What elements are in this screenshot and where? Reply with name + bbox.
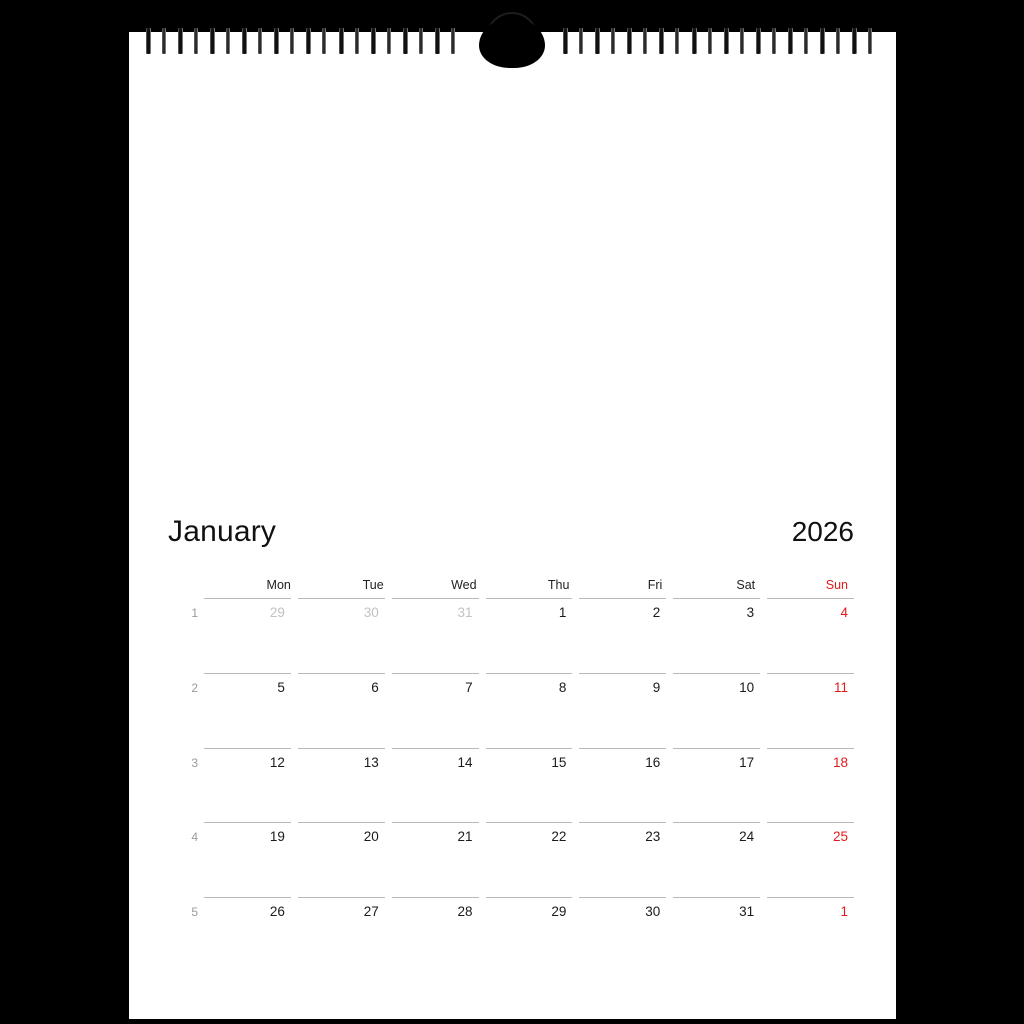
day-cell: 30 xyxy=(579,897,666,972)
day-cell: 29 xyxy=(486,897,573,972)
week-number: 5 xyxy=(191,905,198,920)
week-number-header xyxy=(168,578,204,598)
day-cell: 12 xyxy=(204,748,291,823)
week-row xyxy=(168,673,854,748)
day-cell: 23 xyxy=(579,822,666,897)
day-cell: 10 xyxy=(673,673,760,748)
day-cell: 1 xyxy=(486,598,573,673)
day-cell: 11 xyxy=(767,673,854,748)
weekday-label-sat: Sat xyxy=(736,578,756,592)
month-title: January xyxy=(168,515,277,548)
day-cell: 28 xyxy=(392,897,479,972)
week-number: 3 xyxy=(191,755,198,770)
day-cell: 5 xyxy=(204,673,291,748)
weekday-header-row xyxy=(168,578,854,598)
week-row xyxy=(168,897,854,972)
weekday-label-mon: Mon xyxy=(266,578,291,592)
day-cell: 16 xyxy=(579,748,666,823)
weekday-label-tue: Tue xyxy=(362,578,384,592)
week-number: 4 xyxy=(191,830,198,845)
day-cell: 15 xyxy=(486,748,573,823)
day-cell: 21 xyxy=(392,822,479,897)
day-cell: 24 xyxy=(673,822,760,897)
week-row xyxy=(168,822,854,897)
day-cell: 3 xyxy=(673,598,760,673)
day-cell: 1 xyxy=(767,897,854,972)
weekday-label-thu: Thu xyxy=(547,578,570,592)
week-row xyxy=(168,598,854,673)
day-cell: 9 xyxy=(579,673,666,748)
day-cell: 27 xyxy=(298,897,385,972)
weekday-label-fri: Fri xyxy=(647,578,663,592)
day-cell: 6 xyxy=(298,673,385,748)
day-cell: 2 xyxy=(579,598,666,673)
day-cell: 26 xyxy=(204,897,291,972)
day-cell: 14 xyxy=(392,748,479,823)
day-cell: 20 xyxy=(298,822,385,897)
day-cell: 13 xyxy=(298,748,385,823)
week-row xyxy=(168,748,854,823)
week-number: 1 xyxy=(191,606,198,620)
day-cell: 22 xyxy=(486,822,573,897)
day-cell: 31 xyxy=(673,897,760,972)
day-cell: 17 xyxy=(673,748,760,823)
day-cell: 25 xyxy=(767,822,854,897)
week-number: 2 xyxy=(191,680,198,695)
hanger-hole xyxy=(479,18,545,68)
day-cell: 31 xyxy=(392,598,479,673)
date-rows xyxy=(168,598,854,972)
day-cell: 8 xyxy=(486,673,573,748)
day-cell: 30 xyxy=(298,598,385,673)
year-label: 2026 xyxy=(791,516,854,547)
weekday-label-sun: Sun xyxy=(825,578,849,592)
day-cell: 4 xyxy=(767,598,854,673)
calendar-header xyxy=(168,515,854,549)
day-cell: 7 xyxy=(392,673,479,748)
weekday-label-wed: Wed xyxy=(451,578,477,592)
day-cell: 19 xyxy=(204,822,291,897)
calendar-grid xyxy=(168,578,854,972)
day-cell: 18 xyxy=(767,748,854,823)
day-cell: 29 xyxy=(204,598,291,673)
